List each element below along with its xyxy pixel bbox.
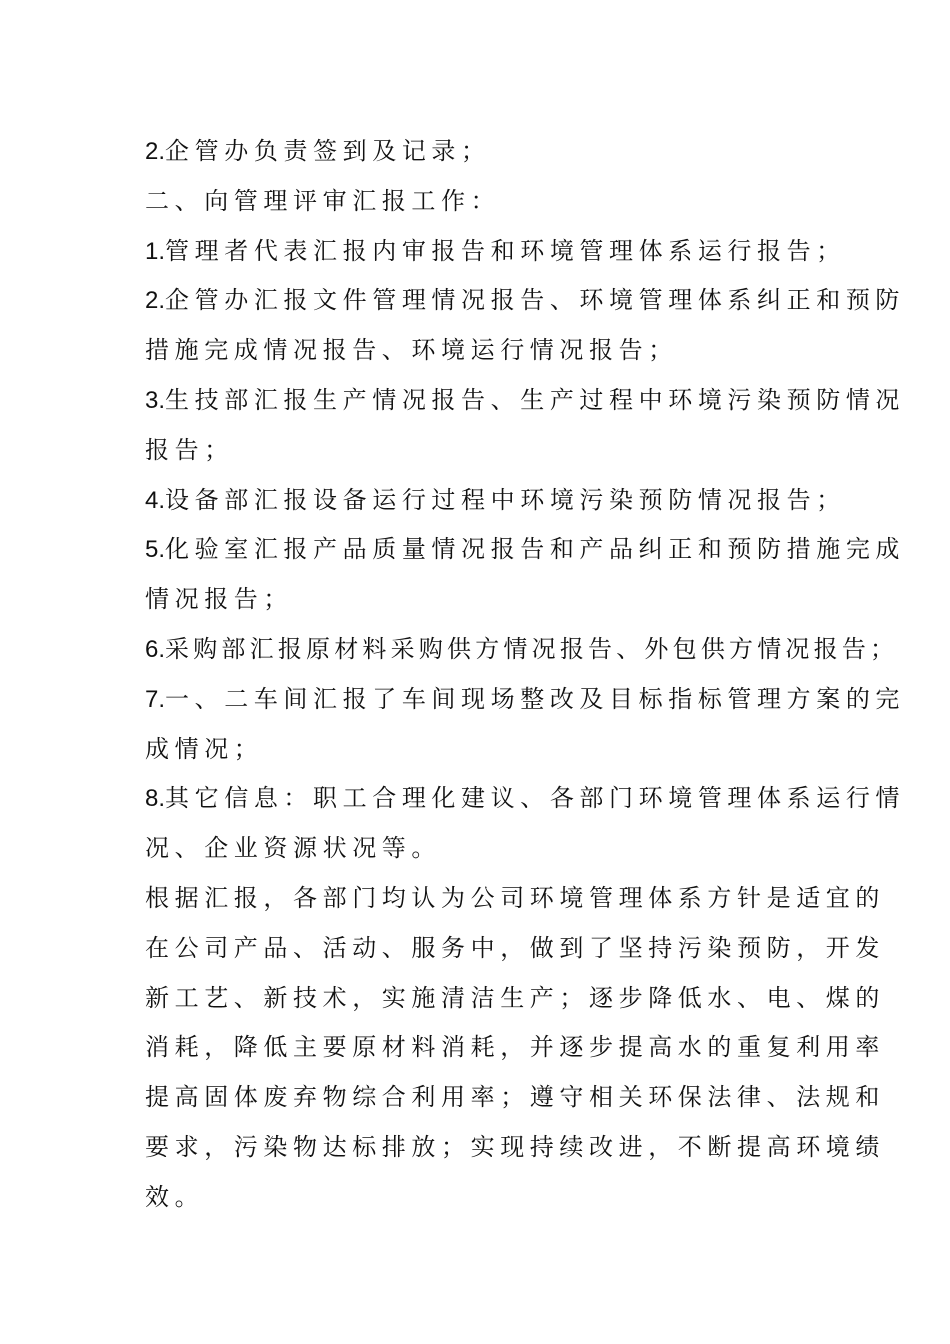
line-text: 新工艺、新技术，实施清洁生产；逐步降低水、电、煤的 bbox=[145, 983, 885, 1012]
item-number: 6. bbox=[145, 635, 166, 663]
text-line bbox=[145, 525, 906, 575]
line-text: 成情况； bbox=[145, 734, 264, 763]
text-line bbox=[145, 476, 846, 526]
item-number: 2. bbox=[145, 287, 166, 315]
line-text: 提高固体废弃物综合利用率；遵守相关环保法律、法规和 bbox=[145, 1083, 885, 1112]
item-number: 3. bbox=[145, 386, 166, 414]
item-number: 4. bbox=[145, 486, 166, 514]
line-text: 措施完成情况报告、环境运行情况报告； bbox=[145, 336, 678, 365]
conclusion-paragraph bbox=[145, 874, 885, 1223]
report-item-8 bbox=[145, 774, 906, 874]
report-item-4 bbox=[145, 476, 846, 526]
report-item-7 bbox=[145, 675, 906, 775]
line-text: 采购部汇报原材料采购供方情况报告、外包供方情况报告； bbox=[165, 634, 899, 663]
report-item-3 bbox=[145, 376, 906, 476]
report-item-1 bbox=[145, 227, 846, 277]
report-item-2 bbox=[145, 276, 906, 376]
text-line bbox=[145, 276, 906, 326]
document-page bbox=[145, 127, 906, 1223]
line-text: 一、二车间汇报了车间现场整改及目标指标管理方案的完 bbox=[165, 684, 906, 713]
text-line bbox=[145, 924, 885, 974]
line-text: 情况报告； bbox=[145, 585, 293, 614]
line-text: 企管办汇报文件管理情况报告、环境管理体系纠正和预防 bbox=[165, 286, 906, 315]
text-line bbox=[145, 127, 810, 177]
line-text: 设备部汇报设备运行过程中环境污染预防情况报告； bbox=[165, 485, 846, 514]
text-line bbox=[145, 1073, 885, 1123]
text-line bbox=[145, 1123, 885, 1173]
text-line bbox=[145, 625, 899, 675]
text-line bbox=[145, 326, 810, 376]
item-number: 2. bbox=[145, 138, 166, 165]
item-number: 8. bbox=[145, 785, 166, 813]
text-line bbox=[145, 575, 810, 625]
text-line bbox=[145, 974, 885, 1024]
line-text: 效。 bbox=[145, 1182, 205, 1211]
text-line bbox=[145, 426, 810, 476]
item-2-sign-in bbox=[145, 127, 810, 177]
text-line bbox=[145, 177, 810, 227]
line-text: 化验室汇报产品质量情况报告和产品纠正和预防措施完成 bbox=[165, 535, 906, 564]
text-line bbox=[145, 774, 906, 824]
text-line bbox=[145, 227, 846, 277]
report-item-6 bbox=[145, 625, 899, 675]
item-number: 1. bbox=[145, 237, 166, 265]
item-number: 7. bbox=[145, 685, 166, 713]
section-heading bbox=[145, 177, 810, 227]
item-number: 5. bbox=[145, 536, 166, 564]
line-text: 管理者代表汇报内审报告和环境管理体系运行报告； bbox=[165, 236, 846, 265]
line-text: 根据汇报，各部门均认为公司环境管理体系方针是适宜的 bbox=[145, 883, 885, 912]
text-line bbox=[145, 824, 810, 874]
text-line bbox=[145, 376, 906, 426]
text-line bbox=[145, 1173, 810, 1223]
line-text: 报告； bbox=[145, 435, 234, 464]
line-text: 消耗，降低主要原材料消耗，并逐步提高水的重复利用率 bbox=[145, 1033, 885, 1062]
report-item-5 bbox=[145, 525, 906, 625]
line-text: 在公司产品、活动、服务中，做到了坚持污染预防，开发 bbox=[145, 933, 885, 962]
text-line bbox=[145, 874, 885, 924]
text-line bbox=[145, 725, 810, 775]
line-text: 企管办负责签到及记录； bbox=[165, 137, 491, 165]
text-line bbox=[145, 675, 906, 725]
line-text: 其它信息：职工合理化建议、各部门环境管理体系运行情 bbox=[165, 784, 906, 813]
line-text: 要求，污染物达标排放；实现持续改进，不断提高环境绩 bbox=[145, 1132, 885, 1161]
text-line bbox=[145, 1023, 885, 1073]
line-text: 生技部汇报生产情况报告、生产过程中环境污染预防情况 bbox=[165, 385, 906, 414]
line-text: 况、企业资源状况等。 bbox=[145, 834, 441, 863]
heading-text: 二、向管理评审汇报工作： bbox=[145, 186, 501, 215]
